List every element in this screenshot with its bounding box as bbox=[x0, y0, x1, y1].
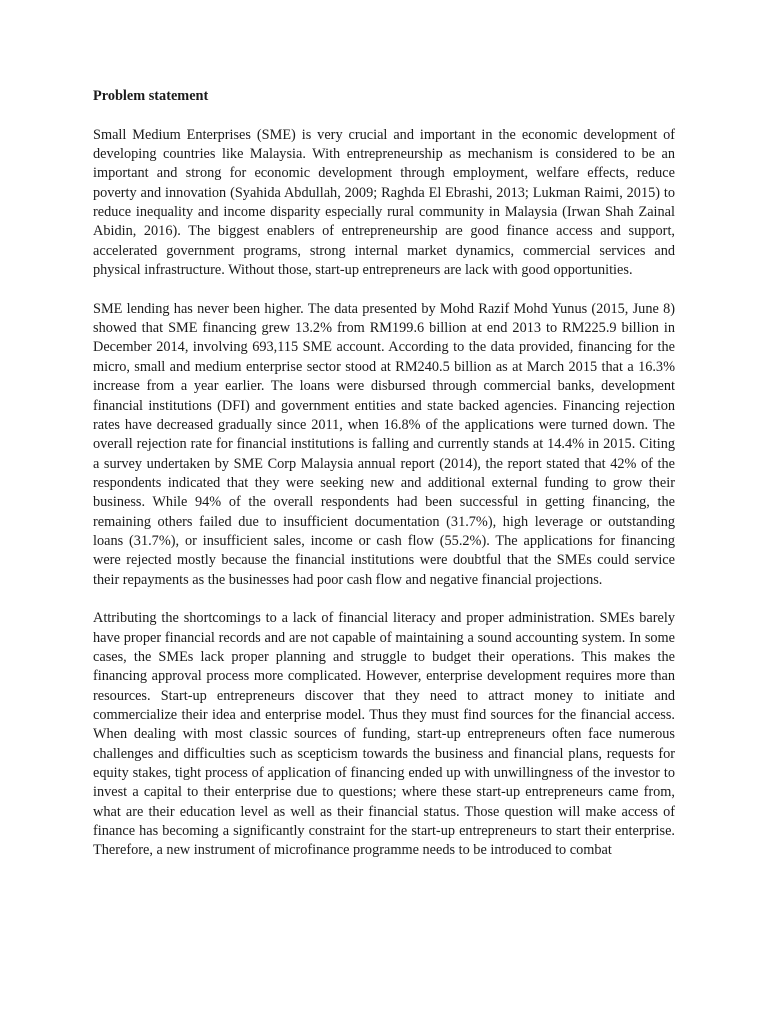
document-body bbox=[93, 87, 675, 880]
section-heading: Problem statement bbox=[93, 88, 209, 104]
paragraph-sme-importance: Small Medium Enterprises (SME) is very crucial and important in the economic development of developing countries like Malaysia. With entrepreneurship as mechanism is considered to be an important and strong for economic development through employment, welfare effects, reduce poverty and innovation (Syahida Abdullah, 2009; Raghda El Ebrashi, 2013; Lukman Raimi, 2015) to reduce inequality and income disparity especially rural community in Malaysia (Irwan Shah Zainal Abidin, 2016). The biggest enablers of entrepreneurship are good finance access and support, accelerated government programs, strong internal market dynamics, commercial services and physical infrastructure. Without those, start-up entrepreneurs are lack with good opportunities. bbox=[93, 126, 675, 279]
paragraph-shortcomings: Attributing the shortcomings to a lack of financial literacy and proper administration. SMEs barely have proper financial records and are not capable of maintaining a sound accounting system. In some cases, the SMEs lack proper planning and struggle to budget their operations. This makes the financing approval process more complicated. However, enterprise development requires more than resources. Start-up entrepreneurs discover that they need to attract money to initiate and commercialize their idea and enterprise model. Thus they must find sources for the financial access. When dealing with most classic sources of funding, start-up entrepreneurs often face numerous challenges and difficulties such as scepticism towards the business and financial plans, requests for equity stakes, tight process of application of financing ended up with unwillingness of the investor to invest a capital to their enterprise due to questions; where these start-up entrepreneurs came from, what are their education level as well as their financial status. Those question will make access of finance has becoming a significantly constraint for the start-up entrepreneurs to start their enterprise. Therefore, a new instrument of microfinance programme needs to be introduced to combat bbox=[93, 610, 675, 859]
paragraph-sme-lending: SME lending has never been higher. The data presented by Mohd Razif Mohd Yunus (2015, June 8) showed that SME financing grew 13.2% from RM199.6 billion at end 2013 to RM225.9 billion in December 2014, involving 693,115 SME account. According to the data provided, financing for the micro, small and medium enterprise sector stood at RM240.5 billion as at March 2015 that a 16.3% increase from a year earlier. The loans were disbursed through commercial banks, development financial institutions (DFI) and government entities and state backed agencies. Financing rejection rates have decreased gradually since 2011, when 16.8% of the applications were turned down. The overall rejection rate for financial institutions is falling and currently stands at 14.4% in 2015. Citing a survey undertaken by SME Corp Malaysia annual report (2014), the report stated that 42% of the respondents indicated that they were seeking new and additional external funding to grow their business. While 94% of the overall respondents had been successful in getting financing, the remaining others failed due to insufficient documentation (31.7%), high leverage or outstanding loans (31.7%), or insufficient sales, income or cash flow (55.2%). The applications for financing were rejected mostly because the financial institutions were doubtful that the SMEs could service their repayments as the businesses had poor cash flow and negative financial projections. bbox=[93, 300, 675, 588]
